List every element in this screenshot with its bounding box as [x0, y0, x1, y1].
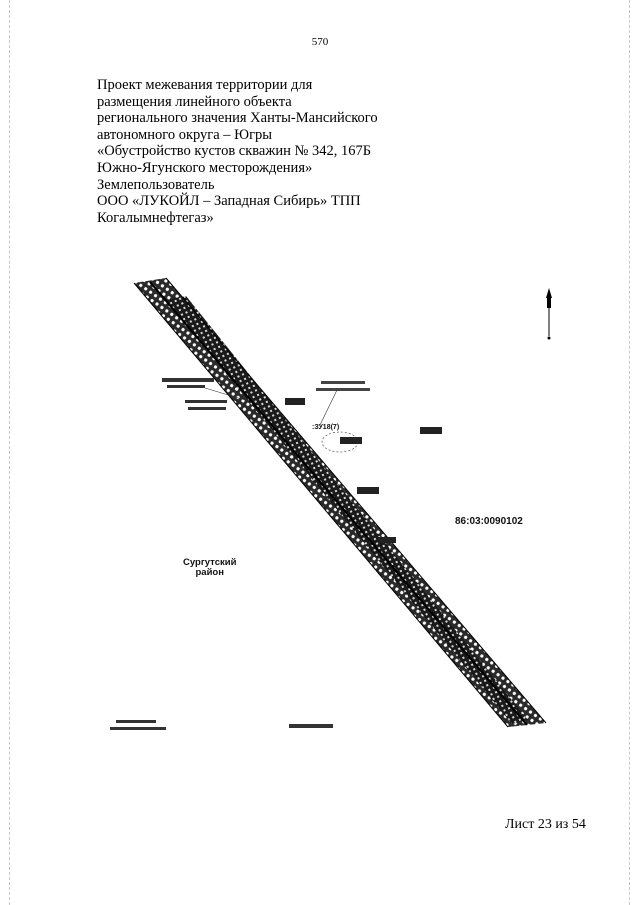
header-line: «Обустройство кустов скважин № 342, 167Б — [97, 143, 372, 160]
north-arrow-bar — [547, 296, 551, 308]
header-line: Проект межевания территории для — [97, 77, 313, 93]
corridor-inner — [166, 296, 528, 724]
header-line: регионального значения Ханты-Мансийского — [97, 110, 378, 127]
plot-marker — [285, 398, 305, 405]
north-arrow — [546, 288, 552, 340]
plot-marker — [340, 437, 362, 444]
corridor-axis — [150, 282, 527, 725]
note-mark — [116, 720, 156, 723]
page-number: 570 — [311, 36, 329, 48]
header-line: Когалымнефтегаз» — [97, 209, 214, 226]
corridor-edge — [166, 278, 546, 723]
plot-marker — [420, 427, 442, 434]
callout-mark — [316, 388, 370, 391]
cadastral-number: 86:03:0090102 — [455, 516, 523, 527]
header-line: ООО «ЛУКОЙЛ – Западная Сибирь» ТПП — [97, 193, 361, 210]
zone-label: :ЗУ18(7) — [312, 424, 340, 431]
scale-mark — [289, 724, 333, 728]
header-line: Южно-Ягунского месторождения» — [97, 159, 313, 176]
note-mark — [110, 727, 166, 730]
corridor-strip — [134, 278, 546, 727]
north-arrow-dot — [548, 337, 551, 340]
sheet-counter: Лист 23 из 54 — [505, 817, 586, 832]
callout-mark — [162, 378, 214, 382]
district-label-line2: район — [195, 567, 224, 578]
corridor-edge — [134, 283, 508, 727]
callout-mark — [321, 381, 365, 384]
header-line: автономного округа – Югры — [97, 126, 273, 143]
district-label — [183, 558, 236, 578]
header-line: Землепользователь — [97, 176, 215, 193]
header-line: размещения линейного объекта — [97, 93, 292, 110]
plot-marker — [357, 487, 379, 494]
callout-mark — [185, 400, 227, 403]
plot-marker — [378, 537, 396, 543]
leader-line — [320, 390, 337, 425]
callout-mark — [188, 407, 226, 410]
bottom-notes — [110, 720, 333, 730]
district-label-line1: Сургутский — [183, 557, 237, 568]
callout-mark — [167, 385, 205, 388]
